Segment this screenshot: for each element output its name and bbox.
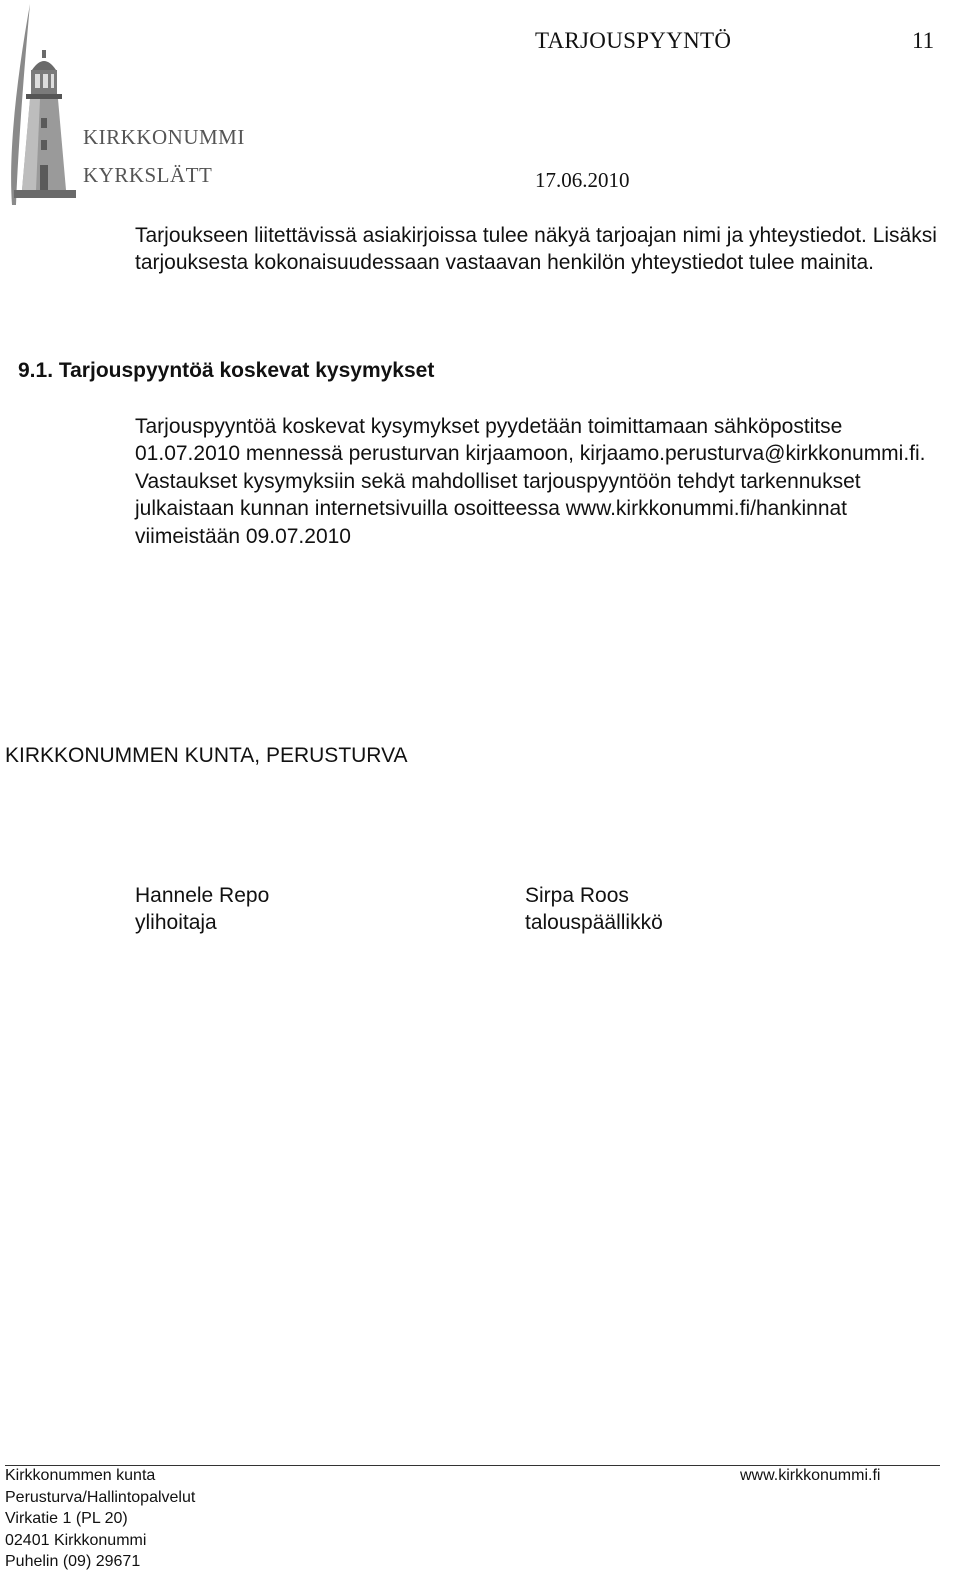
logo-text-swedish: KYRKSLÄTT	[83, 163, 213, 187]
signer-title: ylihoitaja	[135, 911, 217, 935]
lighthouse-icon	[0, 0, 80, 210]
signer-name: Hannele Repo	[135, 884, 270, 907]
signature-block	[525, 882, 663, 937]
footer-line: Kirkkonummen kunta	[5, 1467, 156, 1484]
signer-title: talouspäällikkö	[525, 911, 663, 935]
footer-website: www.kirkkonummi.fi	[740, 1467, 881, 1484]
footer-address	[5, 1465, 195, 1573]
signer-name: Sirpa Roos	[525, 884, 629, 907]
signature-block	[135, 882, 269, 937]
footer-line: 02401 Kirkkonummi	[5, 1531, 147, 1549]
intro-paragraph: Tarjoukseen liitettävissä asiakirjoissa tulee näkyä tarjoajan nimi ja yhteystiedot. Lisäksi tarjouksesta kokonaisuudessaan vastaavan henkilön yhteystiedot tulee mainita.	[135, 224, 937, 275]
section-heading: 9.1. Tarjouspyyntöä koskevat kysymykset	[18, 359, 435, 382]
page-number: 11	[912, 28, 935, 53]
logo-text-finnish: KIRKKONUMMI	[83, 125, 245, 149]
document-date: 17.06.2010	[535, 168, 630, 192]
footer-line: Virkatie 1 (PL 20)	[5, 1510, 128, 1528]
footer-line: Perusturva/Hallintopalvelut	[5, 1488, 196, 1506]
document-title: TARJOUSPYYNTÖ	[535, 28, 732, 53]
footer-line: Puhelin (09) 29671	[5, 1553, 141, 1571]
organization-name: KIRKKONUMMEN KUNTA, PERUSTURVA	[5, 744, 408, 767]
questions-paragraph: Tarjouspyyntöä koskevat kysymykset pyydetään toimittamaan sähköpostitse 01.07.2010 mennessä perusturvan kirjaamoon, kirjaamo.perusturva@kirkkonummi.fi. Vastaukset kysymyksiin sekä mahdolliset tarjouspyyntöön tehdyt tarkennukset julkaistaan kunnan internetsivuilla osoitteessa www.kirkkonummi.fi/hankinnat viimeistään 09.07.2010	[135, 415, 926, 548]
